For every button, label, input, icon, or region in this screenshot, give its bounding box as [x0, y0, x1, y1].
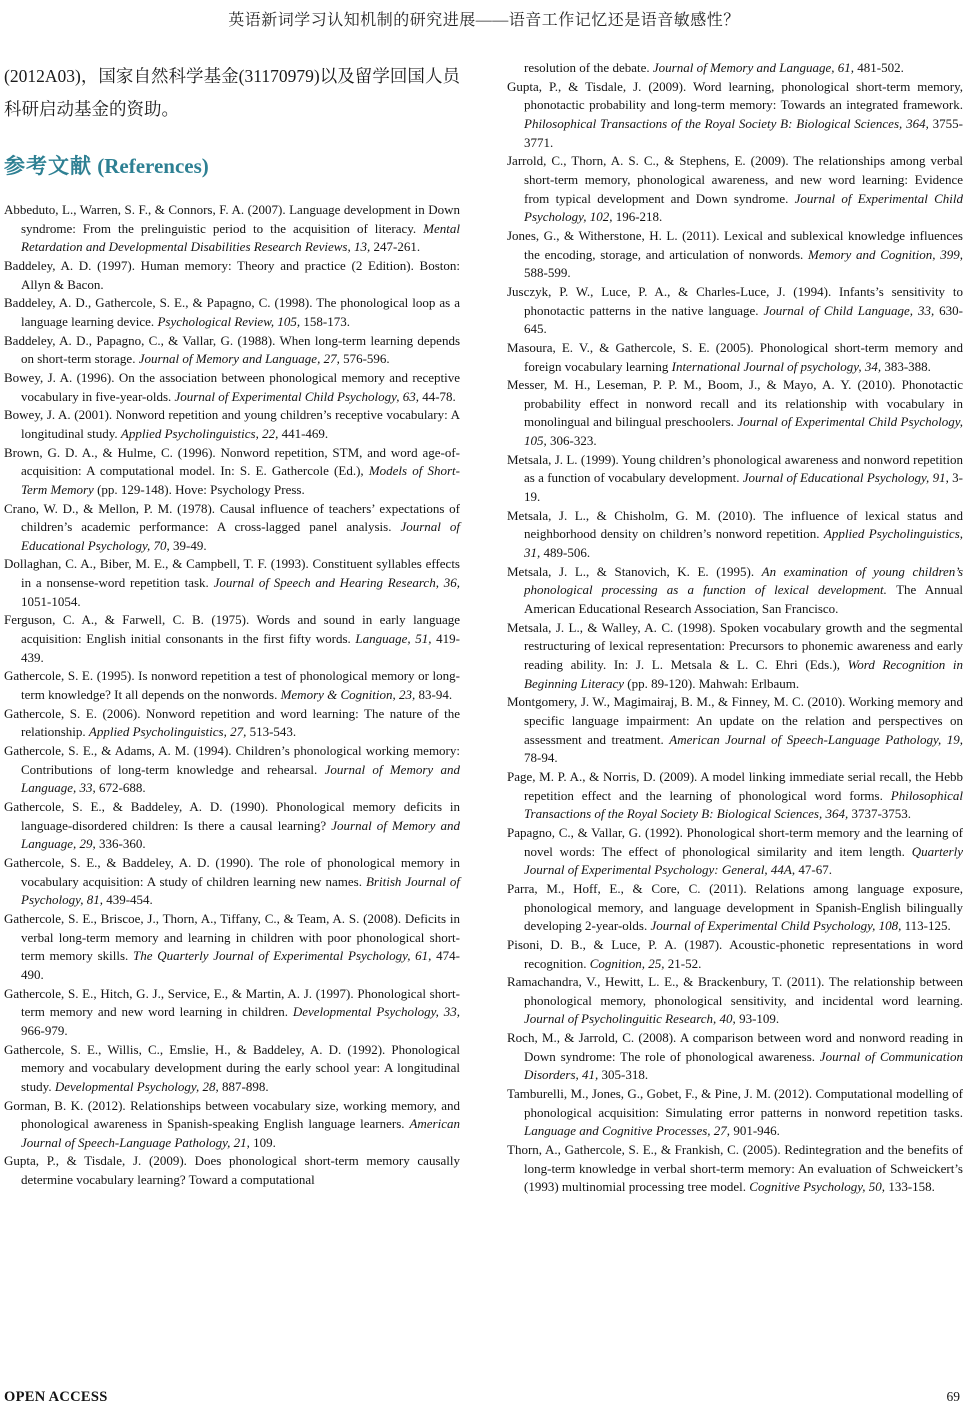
reference-text: Gathercole, S. E., & Adams, A. M. (1994). Children’s phonological working memory: Contributions of long-term knowledge and rehearsal.: [4, 743, 460, 777]
reference-entry: [507, 1029, 963, 1085]
journal-title-italic: Developmental Psychology, 33,: [292, 1004, 460, 1020]
reference-text: Gathercole, S. E., Hitch, G. J., Service, E., & Martin, A. J. (1997). Phonological short-term memory and new word learning in children.: [4, 985, 460, 1020]
reference-entry: [507, 936, 963, 973]
reference-text: 481-502.: [857, 60, 904, 75]
reference-text: Dollaghan, C. A., Biber, M. E., & Campbell, T. F. (1993). Constituent syllables effects in a nonsense-word repetition task.: [4, 556, 460, 591]
reference-list-left: [4, 201, 460, 1190]
reference-entry: [507, 339, 963, 376]
page-number: 69: [946, 1389, 960, 1404]
page-footer: [4, 1389, 960, 1406]
journal-title-italic: Mental Retardation and Developmental Disabilities Research Reviews, 13,: [21, 220, 460, 255]
reference-text: 901-946.: [733, 1123, 780, 1139]
reference-entry: [507, 563, 963, 619]
reference-entry: [507, 973, 963, 1029]
reference-text: 21-52.: [667, 955, 702, 971]
reference-entry: [4, 910, 460, 985]
reference-text: Metsala, J. L. (1999). Young children’s phonological awareness and nonword repetition as a function of vocabulary development.: [507, 451, 963, 486]
journal-title-italic: Applied Psycholinguistics, 31,: [524, 526, 964, 561]
journal-title-italic: Journal of Educational Psychology, 91,: [742, 470, 953, 486]
reference-text: 489-506.: [543, 545, 591, 561]
reference-entry: [4, 201, 460, 257]
reference-text: (pp. 89-120). Mahwah: Erlbaum.: [627, 675, 800, 691]
reference-entry: [507, 376, 963, 451]
journal-title-italic: Philosophical Transactions of the Royal Society B: Biological Sciences, 364,: [524, 787, 963, 822]
journal-title-italic: Journal of Educational Psychology, 70,: [21, 519, 460, 553]
reference-text: Gupta, P., & Tisdale, J. (2009). Does phonological short-term memory causally determine vocabulary learning? Toward a computational: [4, 1153, 460, 1188]
journal-title-italic: Journal of Experimental Child Psychology, 63,: [174, 388, 423, 404]
reference-text: Montgomery, J. W., Magimairaj, B. M., & Finney, M. C. (2010). Working memory and specific language impairment: An update on the relation and perspectives on assessment and treatment.: [507, 694, 963, 747]
reference-text: Metsala, J. L., & Chisholm, G. M. (2010). The influence of lexical status and neighborhood density on children’s nonword repetition.: [507, 507, 963, 542]
reference-text: , 47-67.: [791, 862, 832, 878]
reference-text: Parra, M., Hoff, E., & Core, C. (2011). Relations among language exposure, phonological memory, and language development in Spanish-English bilingually developing 2-year-olds.: [507, 880, 963, 934]
reference-text: Pisoni, D. B., & Luce, P. A. (1987). Acoustic-phonetic representations in word recognition.: [507, 936, 963, 971]
reference-text: resolution of the debate.: [524, 60, 653, 75]
reference-entry: [507, 768, 963, 824]
reference-text: Gupta, P., & Tisdale, J. (2009). Word learning, phonological short-term memory, phonotactic probability and long-term memory: Towards an integrated framework.: [507, 78, 963, 113]
journal-title-italic: Quarterly Journal of Experimental Psychology: General, 44A: [524, 843, 963, 878]
reference-text: 441-469.: [281, 425, 329, 441]
reference-list-right: [507, 59, 963, 1197]
journal-title-italic: Philosophical Transactions of the Royal Society B: Biological Sciences, 364,: [524, 115, 933, 131]
reference-entry: [507, 824, 963, 880]
journal-title-italic: International Journal of psychology, 34,: [671, 358, 885, 374]
reference-text: The Annual American Educational Research Association, San Francisco.: [524, 582, 963, 617]
reference-text: 383-388.: [884, 358, 931, 374]
journal-title-italic: Journal of Experimental Child Psychology, 108,: [650, 918, 905, 934]
reference-entry: [507, 152, 963, 227]
reference-text: Abbeduto, L., Warren, S. F., & Connors, F. A. (2007). Language development in Down syndrome: From the prelinguistic period to the acquisition of literacy.: [4, 202, 460, 236]
journal-title-italic: Journal of Speech and Hearing Research, 36,: [213, 575, 460, 591]
reference-text: Bowey, J. A. (2001). Nonword repetition and young children’s receptive vocabulary: A longitudinal study.: [4, 407, 460, 441]
journal-title-italic: Journal of Child Language, 33,: [763, 302, 940, 318]
reference-text: Ramachandra, V., Hewitt, L. E., & Brackenbury, T. (2011). The relationship between phonological memory, phonological sensitivity, and incidental word learning.: [507, 974, 963, 1008]
reference-entry: [4, 369, 460, 406]
reference-entry: [507, 227, 963, 283]
journal-title-italic: Cognition, 25,: [589, 955, 668, 971]
reference-text: 3755-3771.: [524, 115, 963, 150]
reference-text: 305-318.: [601, 1067, 649, 1083]
reference-entry: [507, 693, 963, 768]
reference-text: Jarrold, C., Thorn, A. S. C., & Stephens, E. (2009). The relationships among verbal short-term memory, phonological awareness, and new word learning: Evidence from typical development and Down syndrome.: [507, 153, 963, 206]
reference-text: Crano, W. D., & Mellon, P. M. (1978). Causal influence of teachers’ expectations of children’s academic performance: A cross-lagged panel analysis.: [4, 500, 460, 535]
left-column: [4, 30, 460, 1197]
journal-title-italic: Language, 51,: [355, 631, 437, 647]
reference-text: Metsala, J. L., & Walley, A. C. (1998). Spoken vocabulary growth and the segmental restructuring of lexical representation: Precursors to phonemic awareness and early reading ability. In: J. L. Metsala & L. C. Ehri (Eds.),: [507, 619, 963, 672]
journal-title-italic: Word Recognition in Beginning Literacy: [524, 657, 963, 691]
acknowledgement-text: (2012A03)，国家自然科学基金(31170979)以及留学回国人员科研启动基金的资助。: [4, 66, 460, 119]
reference-text: 576-596.: [343, 351, 390, 367]
reference-entry: [4, 257, 460, 294]
journal-title-italic: Psychological Review, 105,: [157, 313, 304, 329]
reference-text: 39-49.: [173, 537, 207, 553]
reference-entry: [4, 611, 460, 667]
reference-text: Gathercole, S. E., Briscoe, J., Thorn, A., Tiffany, C., & Team, A. S. (2008). Deficits in verbal long-term memory and learning in children with poor phonological short-term memory skills.: [4, 910, 460, 964]
reference-entry: [4, 798, 460, 854]
reference-text: 113-125.: [904, 918, 951, 934]
reference-text: 513-543.: [249, 724, 297, 740]
reference-text: Baddeley, A. D., Papagno, C., & Vallar, G. (1988). When long-term learning depends on short-term storage.: [4, 332, 460, 367]
journal-title-italic: Applied Psycholinguistics, 27,: [88, 724, 250, 740]
reference-entry: [4, 854, 460, 910]
reference-text: Gathercole, S. E. (1995). Is nonword repetition a test of phonological memory or long-term knowledge? It all depends on the nonwords.: [4, 668, 460, 703]
reference-text: 336-360.: [99, 836, 146, 852]
reference-text: 158-173.: [303, 313, 350, 329]
reference-text: 306-323.: [550, 433, 597, 449]
reference-entry: [507, 1085, 963, 1141]
reference-text: Baddeley, A. D. (1997). Human memory: Theory and practice (2 Edition). Boston: Allyn & Bacon.: [4, 257, 460, 292]
journal-title-italic: Journal of Memory and Language, 29,: [21, 817, 460, 852]
reference-text: Page, M. P. A., & Norris, D. (2009). A model linking immediate serial recall, the Hebb repetition effect and the learning of phonological word forms.: [507, 768, 963, 803]
reference-text: 196-218.: [615, 209, 663, 225]
reference-entry: [507, 283, 963, 339]
reference-text: Gorman, B. K. (2012). Relationships between vocabulary size, working memory, and phonological awareness in Spanish-speaking English language learners.: [4, 1097, 460, 1132]
reference-text: 3-19.: [524, 470, 963, 505]
reference-text: Gathercole, S. E., Willis, C., Emslie, H., & Baddeley, A. D. (1992). Phonological memory and vocabulary development during the early school year: A longitudinal study.: [4, 1041, 460, 1094]
reference-entry: [4, 555, 460, 611]
reference-text: Papagno, C., & Vallar, G. (1992). Phonological short-term memory and the learning of novel words: The effect of phonological similarity and item length.: [507, 824, 963, 859]
journal-title-italic: Models of Short-Term Memory: [21, 463, 460, 497]
journal-title-italic: The Quarterly Journal of Experimental Psychology, 61,: [133, 948, 437, 964]
references-heading: [4, 152, 460, 180]
reference-text: Gathercole, S. E., & Baddeley, A. D. (1990). Phonological memory deficits in language-disordered children: Is there a causal learning?: [4, 799, 460, 833]
reference-entry: [507, 451, 963, 507]
reference-text: Baddeley, A. D., Gathercole, S. E., & Papagno, C. (1998). The phonological loop as a language learning device.: [4, 295, 460, 329]
open-access-label: OPEN ACCESS: [4, 1389, 108, 1405]
journal-title-italic: An examination of young children’s phonological processing as a function of lexical development.: [524, 563, 963, 598]
reference-entry: [4, 332, 460, 369]
reference-text: 419-439.: [21, 631, 461, 665]
reference-text: Ferguson, C. A., & Farwell, C. B. (1975). Words and sound in early language acquisition: English initial consonants in the first fifty words.: [4, 612, 460, 647]
reference-continuation: [507, 59, 963, 78]
reference-text: Thorn, A., Gathercole, S. E., & Frankish, C. (2005). Redintegration and the benefits of long-term knowledge in verbal short-term memory: An evaluation of Schweickert’s (1993) multinomial processing tree model.: [507, 1142, 963, 1195]
journal-title-italic: American Journal of Speech-Language Pathology, 21,: [21, 1116, 460, 1150]
reference-text: Tamburelli, M., Jones, G., Gobet, F., & Pine, J. M. (2012). Computational modelling of phonological acquisition: Simulating error patterns in nonword repetition tasks.: [507, 1086, 963, 1120]
journal-title-italic: Developmental Psychology, 28,: [54, 1078, 222, 1094]
reference-text: 93-109.: [739, 1011, 780, 1027]
journal-title-italic: Memory and Cognition, 399,: [807, 246, 963, 262]
reference-entry: [4, 1097, 460, 1153]
reference-text: Bowey, J. A. (1996). On the association between phonological memory and receptive vocabulary in five-year-olds.: [4, 369, 460, 404]
running-title: 英语新词学习认知机制的研究进展——语音工作记忆还是语音敏感性？: [228, 12, 740, 29]
right-column: [507, 59, 963, 1197]
reference-entry: [507, 1141, 963, 1197]
reference-text: 588-599.: [524, 265, 571, 281]
two-column-content: [0, 30, 968, 1197]
reference-text: 133-158.: [888, 1179, 935, 1195]
reference-text: 474-490.: [21, 948, 461, 982]
reference-text: Masoura, E. V., & Gathercole, S. E. (2005). Phonological short-term memory and foreign vocabulary learning: [507, 339, 963, 374]
journal-title-italic: Cognitive Psychology, 50,: [749, 1179, 889, 1195]
reference-text: 1051-1054.: [21, 593, 81, 609]
reference-text: Gathercole, S. E. (2006). Nonword repetition and word learning: The nature of the relationship.: [4, 705, 460, 740]
reference-text: Brown, G. D. A., & Hulme, C. (1996). Nonword repetition, STM, and word age-of-acquisition: A computational model. In: S. E. Gathercole (Ed.),: [4, 444, 460, 479]
reference-entry: [4, 1152, 460, 1189]
reference-entry: [507, 78, 963, 153]
reference-text: 78-94.: [524, 750, 558, 766]
reference-text: 3737-3753.: [851, 806, 912, 822]
journal-title-italic: Applied Psycholinguistics, 22,: [120, 425, 282, 441]
journal-title-italic: Journal of Memory and Language, 61,: [652, 60, 858, 75]
reference-text: 887-898.: [221, 1078, 269, 1094]
reference-entry: [4, 1041, 460, 1097]
journal-title-italic: Journal of Communication Disorders, 41,: [524, 1048, 963, 1083]
reference-text: 439-454.: [106, 892, 153, 908]
journal-title-italic: Journal of Memory and Language, 33,: [21, 761, 460, 796]
journal-title-italic: Journal of Experimental Child Psychology, 102,: [524, 190, 964, 225]
journal-title-italic: Journal of Psycholinguitic Research, 40,: [524, 1011, 740, 1027]
reference-text: Jones, G., & Witherstone, H. L. (2011). Lexical and sublexical knowledge influences the encoding, storage, and articulation of nonwords.: [507, 227, 963, 262]
journal-title-italic: Language and Cognitive Processes, 27,: [524, 1123, 734, 1139]
journal-title-italic: Memory & Cognition, 23,: [280, 687, 419, 703]
reference-entry: [4, 667, 460, 704]
reference-text: 109.: [253, 1134, 276, 1150]
reference-text: 44-78.: [422, 388, 456, 404]
journal-title-italic: Journal of Experimental Child Psychology, 105,: [524, 414, 963, 449]
reference-text: Messer, M. H., Leseman, P. P. M., Boom, J., & Mayo, A. Y. (2010). Phonotactic probability effect in nonword recall and its relationship with vocabulary in monolingual and bilingual preschoolers.: [507, 377, 963, 430]
reference-entry: [4, 742, 460, 798]
reference-text: Gathercole, S. E., & Baddeley, A. D. (1990). The role of phonological memory in vocabulary acquisition: A study of children learning new names.: [4, 854, 460, 889]
reference-text: Jusczyk, P. W., Luce, P. A., & Charles-Luce, J. (1994). Infants’s sensitivity to phonotactic patterns in the native language.: [507, 283, 963, 318]
reference-entry: [4, 294, 460, 331]
reference-text: 247-261.: [373, 239, 421, 255]
reference-text: 966-979.: [21, 1022, 68, 1038]
journal-title-italic: British Journal of Psychology, 81,: [21, 873, 460, 908]
references-heading-en: (References): [92, 154, 209, 178]
reference-text: Metsala, J. L., & Stanovich, K. E. (1995).: [507, 563, 762, 579]
journal-title-italic: American Journal of Speech-Language Pathology, 19,: [669, 731, 963, 747]
reference-text: 630-645.: [524, 302, 963, 337]
reference-text: 83-94.: [418, 687, 453, 703]
reference-text: (pp. 129-148). Hove: Psychology Press.: [97, 481, 305, 497]
reference-text: Roch, M., & Jarrold, C. (2008). A comparison between word and nonword reading in Down syndrome: The role of phonological awareness.: [507, 1030, 963, 1064]
reference-entry: [4, 500, 460, 556]
reference-entry: [4, 406, 460, 443]
journal-title-italic: Journal of Memory and Language, 27,: [138, 351, 344, 367]
reference-entry: [4, 705, 460, 742]
reference-entry: [4, 444, 460, 500]
reference-entry: [507, 619, 963, 694]
reference-text: 672-688.: [99, 780, 146, 796]
reference-entry: [4, 985, 460, 1041]
references-heading-zh: 参考文献: [4, 154, 92, 178]
reference-entry: [507, 507, 963, 563]
reference-entry: [507, 880, 963, 936]
